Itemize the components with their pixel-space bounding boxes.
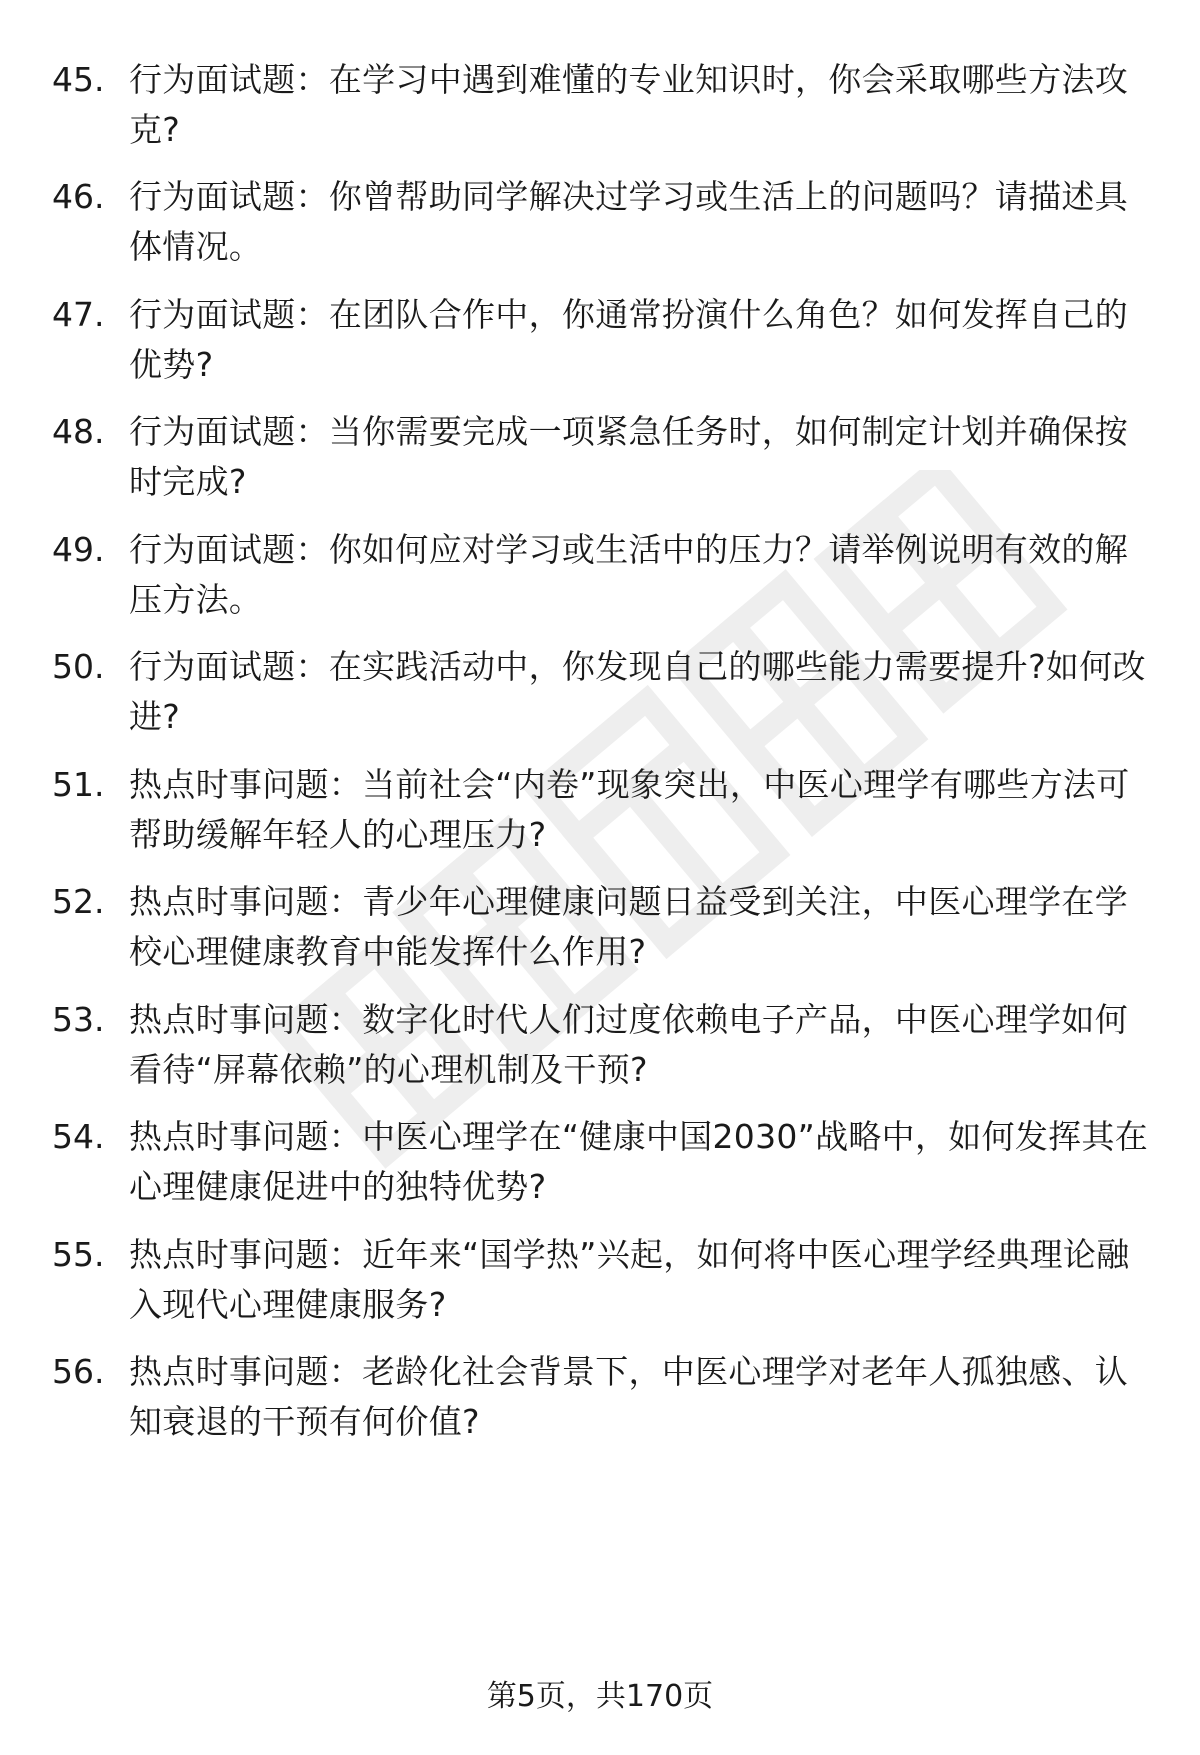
- question-number: 52.: [52, 882, 105, 921]
- question-number: 48.: [52, 412, 105, 451]
- question-text: 行为面试题：在团队合作中，你通常扮演什么角色？如何发挥自己的优势?: [129, 295, 1128, 384]
- question-text: 行为面试题：当你需要完成一项紧急任务时，如何制定计划并确保按时完成?: [129, 412, 1128, 501]
- question-number: 45.: [52, 60, 105, 99]
- question-number: 47.: [52, 295, 105, 334]
- question-text: 热点时事问题：中医心理学在“健康中国2030”战略中，如何发挥其在心理健康促进中的独特优势?: [129, 1117, 1149, 1206]
- question-text: 热点时事问题：青少年心理健康问题日益受到关注，中医心理学在学校心理健康教育中能发挥什么作用?: [129, 882, 1128, 971]
- question-number: 49.: [52, 530, 105, 569]
- question-text: 热点时事问题：当前社会“内卷”现象突出，中医心理学有哪些方法可帮助缓解年轻人的心理压力?: [129, 765, 1130, 854]
- question-number: 55.: [52, 1235, 105, 1274]
- question-text: 热点时事问题：老龄化社会背景下，中医心理学对老年人孤独感、认知衰退的干预有何价值?: [129, 1352, 1128, 1441]
- question-number: 51.: [52, 765, 105, 804]
- question-text: 热点时事问题：近年来“国学热”兴起，如何将中医心理学经典理论融入现代心理健康服务?: [129, 1235, 1130, 1324]
- question-number: 46.: [52, 177, 105, 216]
- question-number: 53.: [52, 1000, 105, 1039]
- question-number: 54.: [52, 1117, 105, 1156]
- question-text: 热点时事问题：数字化时代人们过度依赖电子产品，中医心理学如何看待“屏幕依赖”的心理机制及干预?: [129, 1000, 1128, 1089]
- question-text: 行为面试题：你曾帮助同学解决过学习或生活上的问题吗？请描述具体情况。: [129, 177, 1128, 266]
- question-number: 56.: [52, 1352, 105, 1391]
- question-text: 行为面试题：在实践活动中，你发现自己的哪些能力需要提升?如何改进?: [129, 647, 1146, 736]
- page-number-footer: 第5页，共170页: [486, 1679, 714, 1714]
- question-text: 行为面试题：在学习中遇到难懂的专业知识时，你会采取哪些方法攻克?: [129, 60, 1128, 149]
- question-number: 50.: [52, 647, 105, 686]
- question-text: 行为面试题：你如何应对学习或生活中的压力？请举例说明有效的解压方法。: [129, 530, 1128, 619]
